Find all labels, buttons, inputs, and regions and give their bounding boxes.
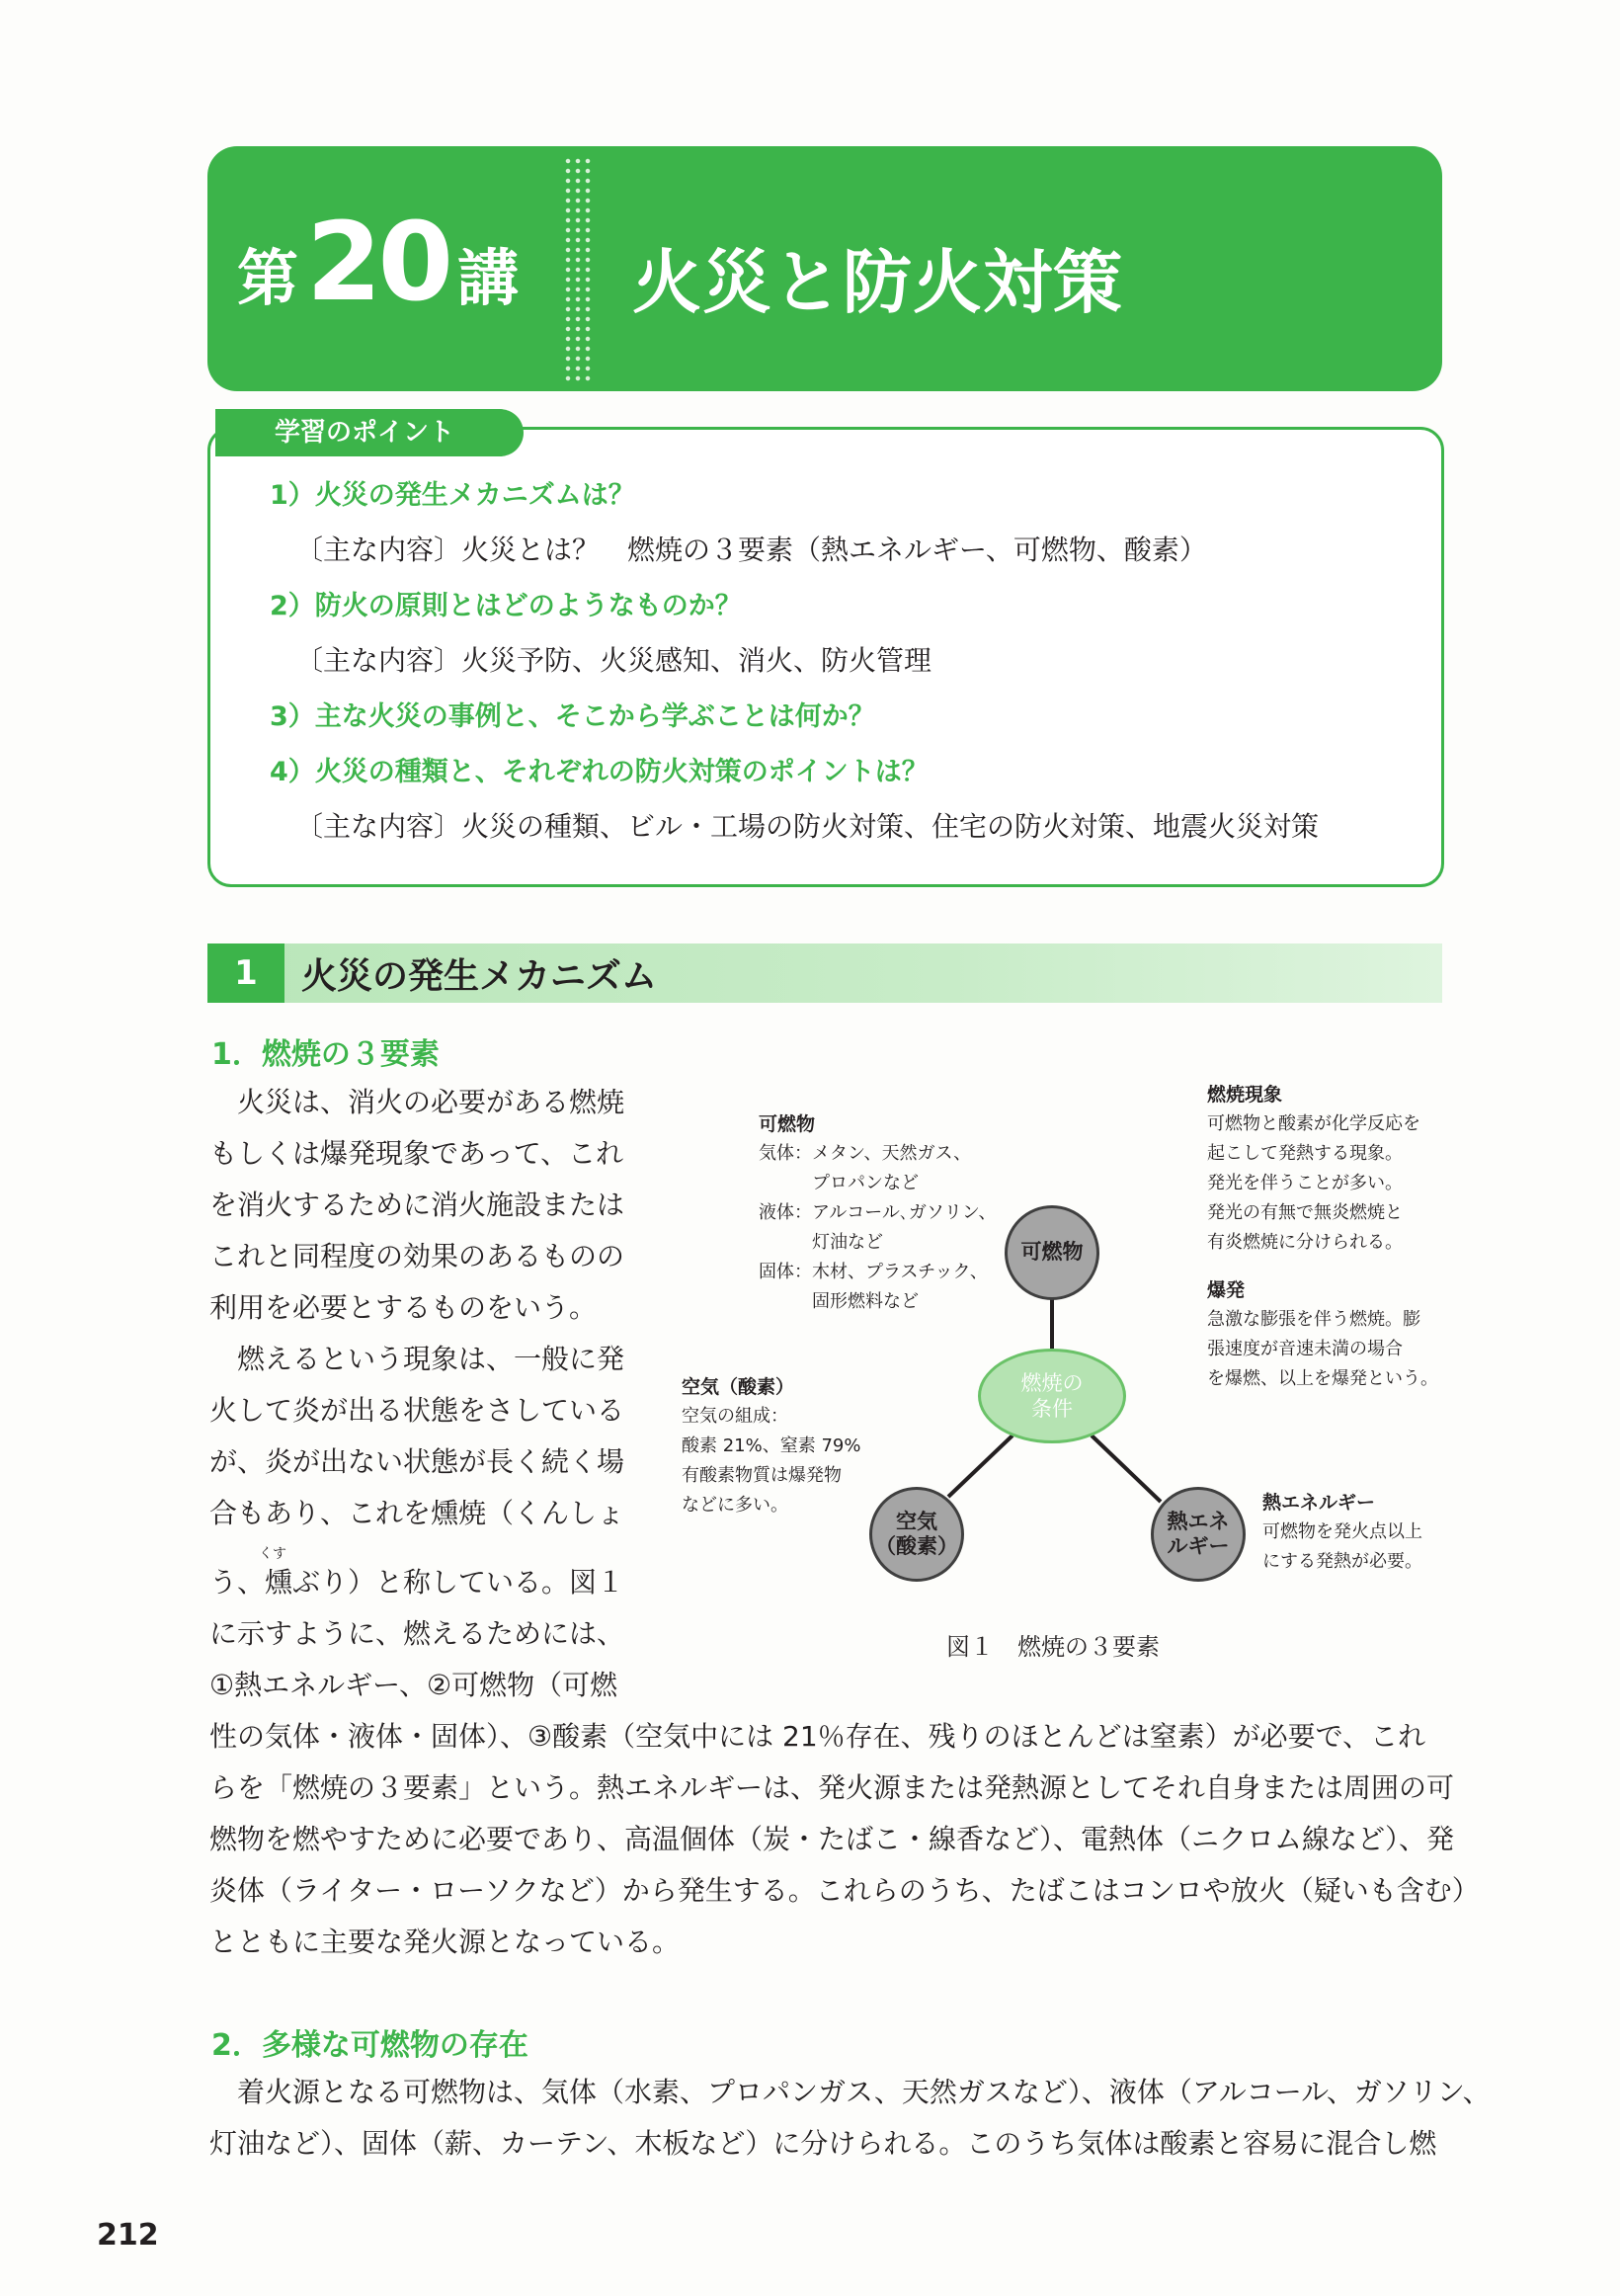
chapter-title: 火災と防火対策 [632, 242, 1123, 323]
node-heat-energy: 熱エネ ルギー [1151, 1487, 1246, 1582]
label-phenomenon-title: 燃焼現象 [1207, 1084, 1283, 1106]
chapter-banner [207, 146, 1442, 391]
label-air-title: 空気（酸素） [682, 1376, 795, 1398]
label-heat-line: 可燃物を発火点以上 [1262, 1521, 1422, 1542]
ruby-text: くす [259, 1546, 286, 1562]
label-combustible-line: プロパンなど [759, 1173, 919, 1193]
body-line: これと同程度の効果のあるものの [209, 1240, 625, 1272]
label-air-line: などに多い。 [682, 1495, 788, 1516]
label-phenomenon-line: 有炎燃焼に分けられる。 [1207, 1232, 1403, 1253]
label-combustible-title: 可燃物 [759, 1113, 816, 1135]
label-explosion-line: 急激な膨張を伴う燃焼。膨 [1207, 1309, 1420, 1330]
chapter-number: 第 20 講 [237, 199, 520, 325]
label-heat-title: 熱エネルギー [1262, 1492, 1376, 1514]
body-line: う、燻ぶり）と称している。図１ [209, 1566, 625, 1599]
point-detail-4: 〔主な内容〕火災の種類、ビル・工場の防火対策、住宅の防火対策、地震火災対策 [295, 810, 1320, 843]
point-question-3: 3）主な火災の事例と、そこから学ぶことは何か？ [270, 701, 875, 732]
point-question-4: 4）火災の種類と、それぞれの防火対策のポイントは？ [270, 757, 929, 787]
node-combustion-condition: 燃焼の 条件 [978, 1349, 1126, 1443]
body-line: 灯油など）、固体（薪、カーテン、木板など）に分けられる。このうち気体は酸素と容易に混合し燃 [209, 2127, 1437, 2160]
learning-points-tab: 学習のポイント [215, 409, 524, 456]
label-phenomenon-line: 発光の有無で無炎燃焼と [1207, 1202, 1403, 1223]
body-line: 利用を必要とするものをいう。 [209, 1291, 598, 1324]
point-detail-1: 〔主な内容〕火災とは？ 燃焼の３要素（熱エネルギー、可燃物、酸素） [295, 533, 1207, 566]
label-combustible-line: 気体：メタン、天然ガス、 [759, 1143, 972, 1164]
label-heat-line: にする発熱が必要。 [1262, 1551, 1422, 1572]
body-line: 着火源となる可燃物は、気体（水素、プロパンガス、天然ガスなど）、液体（アルコール、ガソリン、 [209, 2076, 1491, 2108]
label-combustible-line: 固形燃料など [759, 1291, 919, 1312]
body-line: 合もあり、これを燻焼（くんしょ [209, 1497, 625, 1529]
section-title: 火災の発生メカニズム [301, 956, 658, 997]
body-line: もしくは爆発現象であって、これ [209, 1137, 624, 1170]
point-detail-2: 〔主な内容〕火災予防、火災感知、消火、防火管理 [295, 644, 932, 677]
label-combustible-line: 灯油など [759, 1232, 883, 1253]
body-line: 燃物を燃やすために必要であり、高温個体（炭・たばこ・線香など）、電熱体（ニクロム線など）、発 [209, 1823, 1455, 1855]
label-phenomenon-line: 可燃物と酸素が化学反応を [1207, 1113, 1420, 1134]
figure-caption: 図１ 燃焼の３要素 [946, 1633, 1160, 1661]
banner-divider [563, 156, 593, 381]
label-air-line: 酸素 21%、窒素 79% [682, 1435, 861, 1456]
label-explosion-line: 張速度が音速未満の場合 [1207, 1339, 1403, 1359]
label-phenomenon-line: 発光を伴うことが多い。 [1207, 1173, 1403, 1193]
body-line: 火して炎が出る状態をさしている [209, 1394, 625, 1427]
subsection-title-1: 1．燃焼の３要素 [211, 1037, 440, 1072]
label-combustible-line: 液体：アルコール､ガソリン、 [759, 1202, 997, 1223]
point-question-2: 2）防火の原則とはどのようなものか？ [270, 591, 742, 621]
body-line: 性の気体・液体・固体）、③酸素（空気中には 21％存在、残りのほとんどは窒素）が必要で、これ [209, 1720, 1426, 1753]
body-line: が、炎が出ない状態が長く続く場 [209, 1445, 625, 1478]
point-question-1: 1）火災の発生メカニズムは？ [270, 480, 635, 511]
section-number: 1 [207, 943, 284, 1003]
body-line: とともに主要な発火源となっている。 [209, 1926, 681, 1958]
node-oxygen: 空気 （酸素） [869, 1487, 964, 1582]
label-phenomenon-line: 起こして発熱する現象。 [1207, 1143, 1403, 1164]
body-line: らを「燃焼の３要素」という。熱エネルギーは、発火源または発熱源としてそれ自身または周囲の可 [209, 1771, 1455, 1804]
page-number: 212 [97, 2218, 159, 2253]
learning-points-box [207, 427, 1444, 887]
node-combustible: 可燃物 [1005, 1205, 1099, 1300]
label-explosion-line: を爆燃、以上を爆発という。 [1207, 1368, 1438, 1389]
body-line: 火災は、消火の必要がある燃焼 [209, 1086, 625, 1118]
body-line: 燃えるという現象は、一般に発 [209, 1343, 625, 1375]
label-air-line: 空気の組成： [682, 1406, 788, 1427]
label-air-line: 有酸素物質は爆発物 [682, 1465, 842, 1486]
body-line: を消火するために消火施設または [209, 1189, 625, 1221]
label-combustible-line: 固体：木材、プラスチック、 [759, 1262, 988, 1282]
figure-combustion-elements [652, 1072, 1482, 1665]
label-explosion-title: 爆発 [1207, 1279, 1246, 1301]
body-line: ①熱エネルギー、②可燃物（可燃 [209, 1669, 618, 1701]
subsection-title-2: 2．多様な可燃物の存在 [211, 2028, 528, 2063]
body-line: に示すように、燃えるためには、 [209, 1617, 625, 1650]
body-line: 炎体（ライター・ローソクなど）から発生する。これらのうち、たばこはコンロや放火（疑いも含む） [209, 1874, 1480, 1907]
